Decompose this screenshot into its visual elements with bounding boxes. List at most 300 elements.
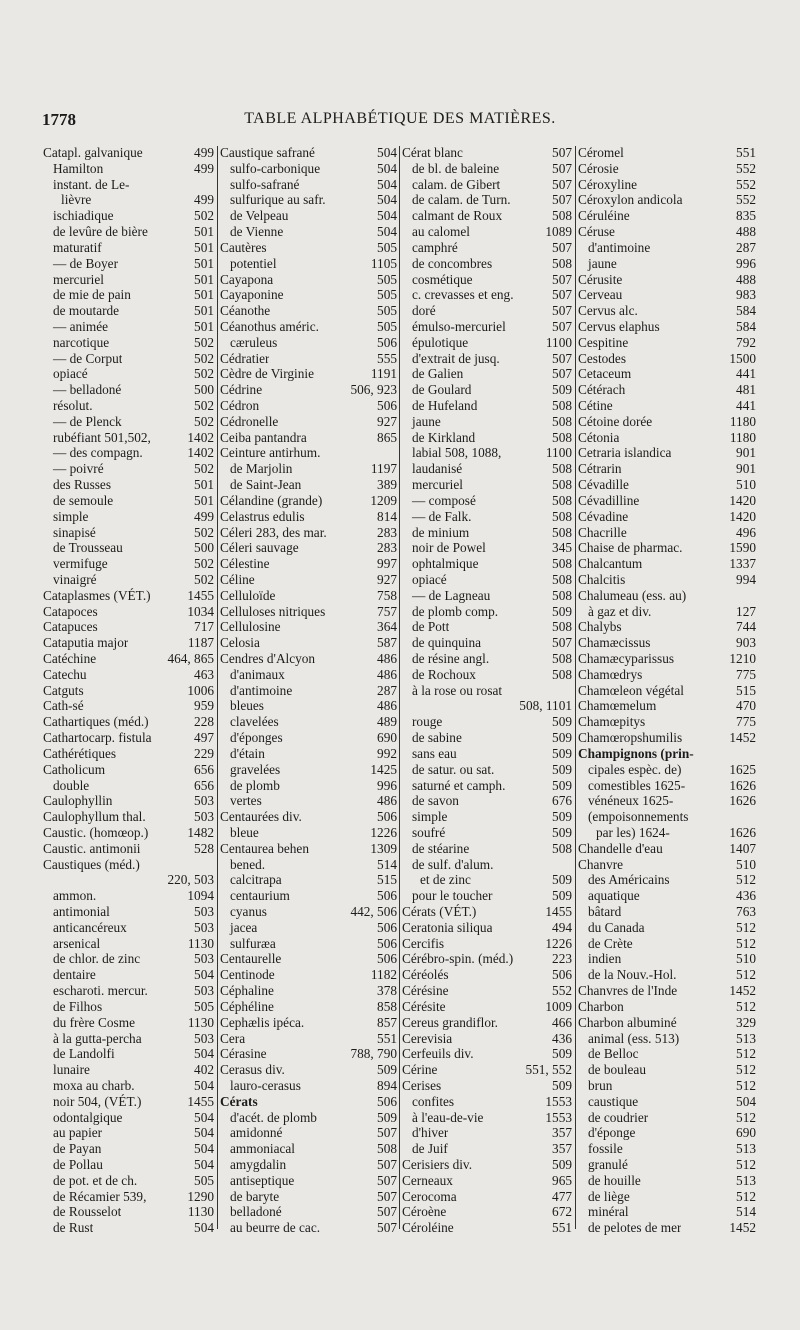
entry-page-ref: 504 [194,1220,214,1236]
entry-term: Cérine [402,1062,438,1078]
index-entry [578,588,756,604]
entry-page-ref: 1407 [729,840,756,856]
entry-page-ref: 1309 [370,840,397,856]
entry-page-ref: 477 [552,1188,572,1204]
index-entry [220,809,397,825]
entry-term: de calam. de Turn. [412,192,511,208]
index-entry [220,445,397,461]
page-header [0,110,800,134]
index-entry [220,936,397,952]
index-entry [402,351,572,367]
entry-page-ref: 507 [552,192,572,208]
entry-term: Céroxyline [578,176,638,192]
entry-term: Chamœropshumilis [578,730,683,746]
entry-term: de coudrier [588,1109,649,1125]
entry-page-ref: 857 [377,1014,397,1030]
entry-term: Catechu [43,666,87,682]
entry-page-ref: 656 [194,777,214,793]
entry-term: de minium [412,524,470,540]
entry-page-ref: 509 [552,809,572,825]
index-entry [402,635,572,651]
entry-term: Centinode [220,967,275,983]
entry-term: de plomb [230,777,280,793]
entry-term: Centaurées div. [220,809,302,825]
entry-term: de pot. et de ch. [53,1172,138,1188]
entry-term: Celluloïde [220,587,276,603]
entry-page-ref: 499 [194,160,214,176]
entry-term: mercuriel [53,271,104,287]
entry-term: Cédratier [220,350,270,366]
entry-page-ref: 504 [377,145,397,160]
index-entry [578,1062,756,1078]
entry-page-ref: 287 [736,239,756,255]
entry-page-ref: 507 [552,303,572,319]
entry-term: ophtalmique [412,556,479,572]
index-entry [402,477,572,493]
entry-term: Céruse [578,224,615,240]
index-entry [402,967,572,983]
index-entry [578,398,756,414]
entry-term: Catapoces [43,603,98,619]
entry-page-ref: 507 [377,1220,397,1236]
index-entry [220,635,397,651]
index-entry [578,161,756,177]
entry-page-ref: 551 [377,1030,397,1046]
entry-page-ref: 959 [194,698,214,714]
index-entry [402,335,572,351]
index-entry [220,683,397,699]
index-entry [43,651,214,667]
index-entry [220,382,397,398]
index-entry [220,1173,397,1189]
index-entry [43,793,214,809]
index-entry [220,841,397,857]
entry-page-ref: 505 [377,303,397,319]
entry-page-ref: 528 [194,840,214,856]
entry-term: à gaz et div. [588,603,652,619]
entry-page-ref: 503 [194,809,214,825]
index-entry [220,651,397,667]
entry-term: Caulophyllin [43,793,113,809]
index-entry [578,240,756,256]
index-entry [220,999,397,1015]
entry-page-ref: 501 [194,224,214,240]
index-entry [43,145,214,161]
index-entry [43,430,214,446]
entry-term: amidonné [230,1125,283,1141]
index-entry [220,540,397,556]
index-entry [43,540,214,556]
entry-page-ref: 1337 [729,556,756,572]
entry-page-ref: 508 [552,651,572,666]
entry-page-ref [754,746,756,762]
entry-page-ref [570,683,572,699]
index-entry [43,445,214,461]
index-entry [578,572,756,588]
entry-page-ref: 505 [377,287,397,303]
index-entry [220,1110,397,1126]
index-entry [43,683,214,699]
index-entry [402,951,572,967]
index-entry [402,509,572,525]
index-entry [578,778,756,794]
entry-page-ref: 552 [736,192,756,208]
index-entry [43,983,214,999]
entry-page-ref: 1009 [545,998,572,1014]
index-entry [220,240,397,256]
entry-page-ref: 507 [552,318,572,334]
entry-page-ref: 504 [194,1157,214,1172]
index-entry [578,319,756,335]
entry-page-ref: 514 [736,1204,756,1220]
index-entry [402,1078,572,1094]
index-entry [220,1189,397,1205]
entry-term: Chaise de pharmac. [578,540,683,556]
index-entry [578,224,756,240]
entry-term: Catapuces [43,619,98,635]
entry-term: Cayapona [220,271,274,287]
entry-term: Cerfeuils div. [402,1046,474,1062]
entry-page-ref: 508 [552,429,572,445]
entry-term: de bl. de baleine [412,160,500,176]
entry-term: centaurium [230,888,290,904]
entry-term: soufré [412,824,446,840]
entry-page-ref: 508 [552,492,572,508]
index-entry [578,936,756,952]
entry-term: bleue [230,824,259,840]
entry-term: comestibles 1625- [588,777,686,793]
index-entry [578,651,756,667]
index-entry [402,1141,572,1157]
entry-term: antiseptique [230,1172,295,1188]
entry-term: amygdalin [230,1157,287,1172]
index-entry [43,746,214,762]
entry-term: Champignons (prin- [578,745,694,761]
entry-page-ref: 504 [377,208,397,224]
entry-term: clavelées [230,714,279,730]
entry-term: Caulophyllum thal. [43,809,146,825]
index-entry [43,1062,214,1078]
entry-page-ref: 1455 [545,904,572,919]
index-columns [0,145,800,1245]
index-entry [43,240,214,256]
entry-term: Chamæcissus [578,635,651,651]
entry-page-ref: 345 [552,540,572,556]
index-entry [220,319,397,335]
entry-page-ref: 775 [736,714,756,730]
entry-term: à la gutta-percha [53,1030,142,1046]
index-column-1 [43,145,214,1236]
index-entry [220,430,397,446]
index-entry [43,366,214,382]
entry-term: Chamœpitys [578,714,646,730]
entry-term: Charbon [578,998,624,1014]
entry-page-ref: 503 [194,951,214,967]
entry-term: Cérat blanc [402,145,463,160]
index-entry [402,366,572,382]
entry-page-ref: 552 [552,983,572,999]
index-entry [402,319,572,335]
index-entry [43,382,214,398]
entry-term: cæruleus [230,334,278,350]
index-entry [402,430,572,446]
index-entry [578,857,756,873]
entry-term: de sabine [412,730,462,746]
entry-term: Cétoine dorée [578,413,653,429]
entry-term: caustique [588,1093,639,1109]
entry-term: Céromel [578,145,624,160]
index-entry [43,1031,214,1047]
index-entry [220,793,397,809]
entry-term: Centaurelle [220,951,282,967]
entry-page-ref: 510 [736,856,756,872]
entry-term: (empoisonnements [588,809,689,825]
entry-page-ref: 994 [736,571,756,587]
entry-term: Céleri sauvage [220,540,299,556]
entry-term: — poivré [53,461,104,477]
entry-page-ref: 507 [377,1125,397,1141]
entry-page-ref: 515 [377,872,397,888]
index-entry [220,888,397,904]
entry-page-ref: 505 [194,1172,214,1188]
entry-page-ref: 507 [552,350,572,366]
entry-page-ref: 510 [736,477,756,493]
entry-page-ref: 997 [377,556,397,572]
entry-page-ref: 1420 [729,492,756,508]
entry-term: instant. de Le- [53,176,130,192]
index-entry [220,572,397,588]
entry-page-ref: 508 [552,461,572,477]
entry-term: Céroène [402,1204,447,1220]
index-entry [43,1046,214,1062]
index-entry [43,667,214,683]
index-entry [43,556,214,572]
entry-page-ref: 676 [552,793,572,809]
index-entry [402,793,572,809]
entry-page-ref: 512 [736,998,756,1014]
entry-term: Cévadille [578,477,629,493]
index-entry [220,366,397,382]
entry-term: Cérébro-spin. (méd.) [402,951,514,967]
entry-page-ref: 503 [194,904,214,919]
index-entry [220,730,397,746]
entry-page-ref: 509 [552,1046,572,1062]
index-entry [402,809,572,825]
entry-page-ref: 486 [377,793,397,809]
entry-page-ref: 1034 [187,603,214,619]
entry-page-ref: 757 [377,603,397,619]
entry-term: odontalgique [53,1109,123,1125]
index-entry [43,414,214,430]
entry-page-ref: 436 [552,1030,572,1046]
entry-page-ref: 513 [736,1030,756,1046]
entry-term: c. crevasses et eng. [412,287,514,303]
entry-term [402,698,412,714]
entry-page-ref: 835 [736,208,756,224]
entry-page-ref: 506 [377,398,397,413]
entry-page-ref: 378 [377,983,397,999]
entry-page-ref: 512 [736,967,756,983]
entry-term: simple [53,508,89,524]
entry-term: d'animaux [230,666,285,682]
entry-page-ref: 509 [552,761,572,777]
entry-page-ref: 504 [194,1125,214,1141]
entry-term: de Marjolin [230,461,293,477]
index-entry [43,287,214,303]
entry-page-ref: 901 [736,445,756,461]
index-entry [578,303,756,319]
entry-term: escharoti. mercur. [53,983,148,999]
index-entry [220,477,397,493]
index-entry [578,667,756,683]
entry-term: d'hiver [412,1125,449,1141]
entry-page-ref: 504 [377,224,397,240]
entry-term: de résine angl. [412,651,490,666]
entry-term: Cérusite [578,271,623,287]
index-entry [402,177,572,193]
entry-page-ref: 463 [194,666,214,682]
entry-term: de Pott [412,619,450,635]
index-entry [578,1015,756,1031]
index-entry [43,904,214,920]
entry-term: sulfuræa [230,935,276,951]
entry-page-ref: 283 [377,524,397,540]
index-entry [578,1189,756,1205]
entry-page-ref: 1182 [370,967,397,983]
index-entry [43,1189,214,1205]
entry-page-ref: 512 [736,1062,756,1078]
entry-page-ref: 763 [736,904,756,919]
entry-page-ref: 1180 [729,413,756,429]
entry-term: Céline [220,571,255,587]
entry-page-ref: 502 [194,350,214,366]
entry-page-ref: 364 [377,619,397,635]
entry-page-ref: 220, 503 [167,872,214,888]
index-entry [220,556,397,572]
entry-page-ref: 509 [552,730,572,746]
index-entry [220,1157,397,1173]
entry-page-ref: 1455 [187,1093,214,1109]
entry-page-ref: 512 [736,1188,756,1204]
entry-page-ref: 503 [194,919,214,935]
entry-page-ref: 512 [736,1109,756,1125]
entry-page-ref: 504 [377,160,397,176]
index-entry [578,461,756,477]
entry-page-ref: 1626 [729,777,756,793]
entry-page-ref: 503 [194,1030,214,1046]
entry-page-ref: 500 [194,540,214,556]
index-entry [402,540,572,556]
index-entry [402,161,572,177]
entry-page-ref: 501 [194,303,214,319]
entry-term: Cerasus div. [220,1062,285,1078]
index-entry [578,825,756,841]
index-entry [402,1110,572,1126]
entry-term: laudanisé [412,461,463,477]
index-entry [220,904,397,920]
entry-term: Celluloses nitriques [220,603,326,619]
index-entry [578,525,756,541]
entry-term: de moutarde [53,303,120,319]
index-entry [402,698,572,714]
entry-page-ref: 775 [736,666,756,682]
index-entry [43,619,214,635]
index-entry [578,1157,756,1173]
entry-term: Cetraria islandica [578,445,672,461]
index-entry [220,872,397,888]
entry-page-ref: 127 [736,603,756,619]
entry-term: Cétrarin [578,461,622,477]
entry-page-ref: 223 [552,951,572,967]
entry-term: de stéarine [412,840,470,856]
entry-term: minéral [588,1204,629,1220]
entry-term: rouge [412,714,443,730]
entry-term: sulfurique au safr. [230,192,326,208]
index-entry [220,351,397,367]
entry-page-ref: 901 [736,461,756,477]
index-entry [402,208,572,224]
entry-term: Ceinture antirhum. [220,445,321,461]
entry-term: de Rust [53,1220,94,1236]
index-entry [578,1110,756,1126]
entry-page-ref: 1130 [187,1014,214,1030]
entry-term: moxa au charb. [53,1077,135,1093]
index-entry [43,635,214,651]
entry-term: Céphaline [220,983,274,999]
entry-term: Cévadilline [578,492,640,508]
index-entry [43,809,214,825]
entry-term: — de Plenck [53,413,122,429]
entry-page-ref: 509 [552,888,572,904]
entry-page-ref: 494 [552,919,572,935]
entry-term: Cath-sé [43,698,84,714]
entry-term: Chalumeau (ess. au) [578,587,687,603]
entry-term: vermifuge [53,556,108,572]
entry-page-ref: 512 [736,1157,756,1172]
entry-term: d'acét. de plomb [230,1109,317,1125]
entry-term: Celosia [220,635,260,651]
entry-page-ref: 509 [552,1157,572,1172]
entry-term: vertes [230,793,262,809]
entry-term: — de Falk. [412,508,472,524]
entry-page-ref: 508 [552,477,572,493]
index-entry [220,192,397,208]
entry-term: Céréolés [402,967,449,983]
entry-term: Cérats [220,1093,258,1109]
index-entry [220,714,397,730]
entry-term: d'éponges [230,730,283,746]
index-entry [43,951,214,967]
entry-page-ref: 903 [736,635,756,651]
index-entry [43,730,214,746]
entry-page-ref: 1553 [545,1109,572,1125]
index-entry [402,382,572,398]
index-entry [220,177,397,193]
entry-page-ref: 744 [736,619,756,635]
index-entry [43,1173,214,1189]
entry-term: aquatique [588,888,640,904]
index-entry [220,1204,397,1220]
index-entry [43,177,214,193]
entry-term: résolut. [53,398,93,413]
entry-term: Cautères [220,239,267,255]
entry-page-ref: 1590 [729,540,756,556]
entry-term: dentaire [53,967,96,983]
index-entry [402,857,572,873]
entry-page-ref: 1420 [729,508,756,524]
index-entry [578,1173,756,1189]
index-entry [43,461,214,477]
